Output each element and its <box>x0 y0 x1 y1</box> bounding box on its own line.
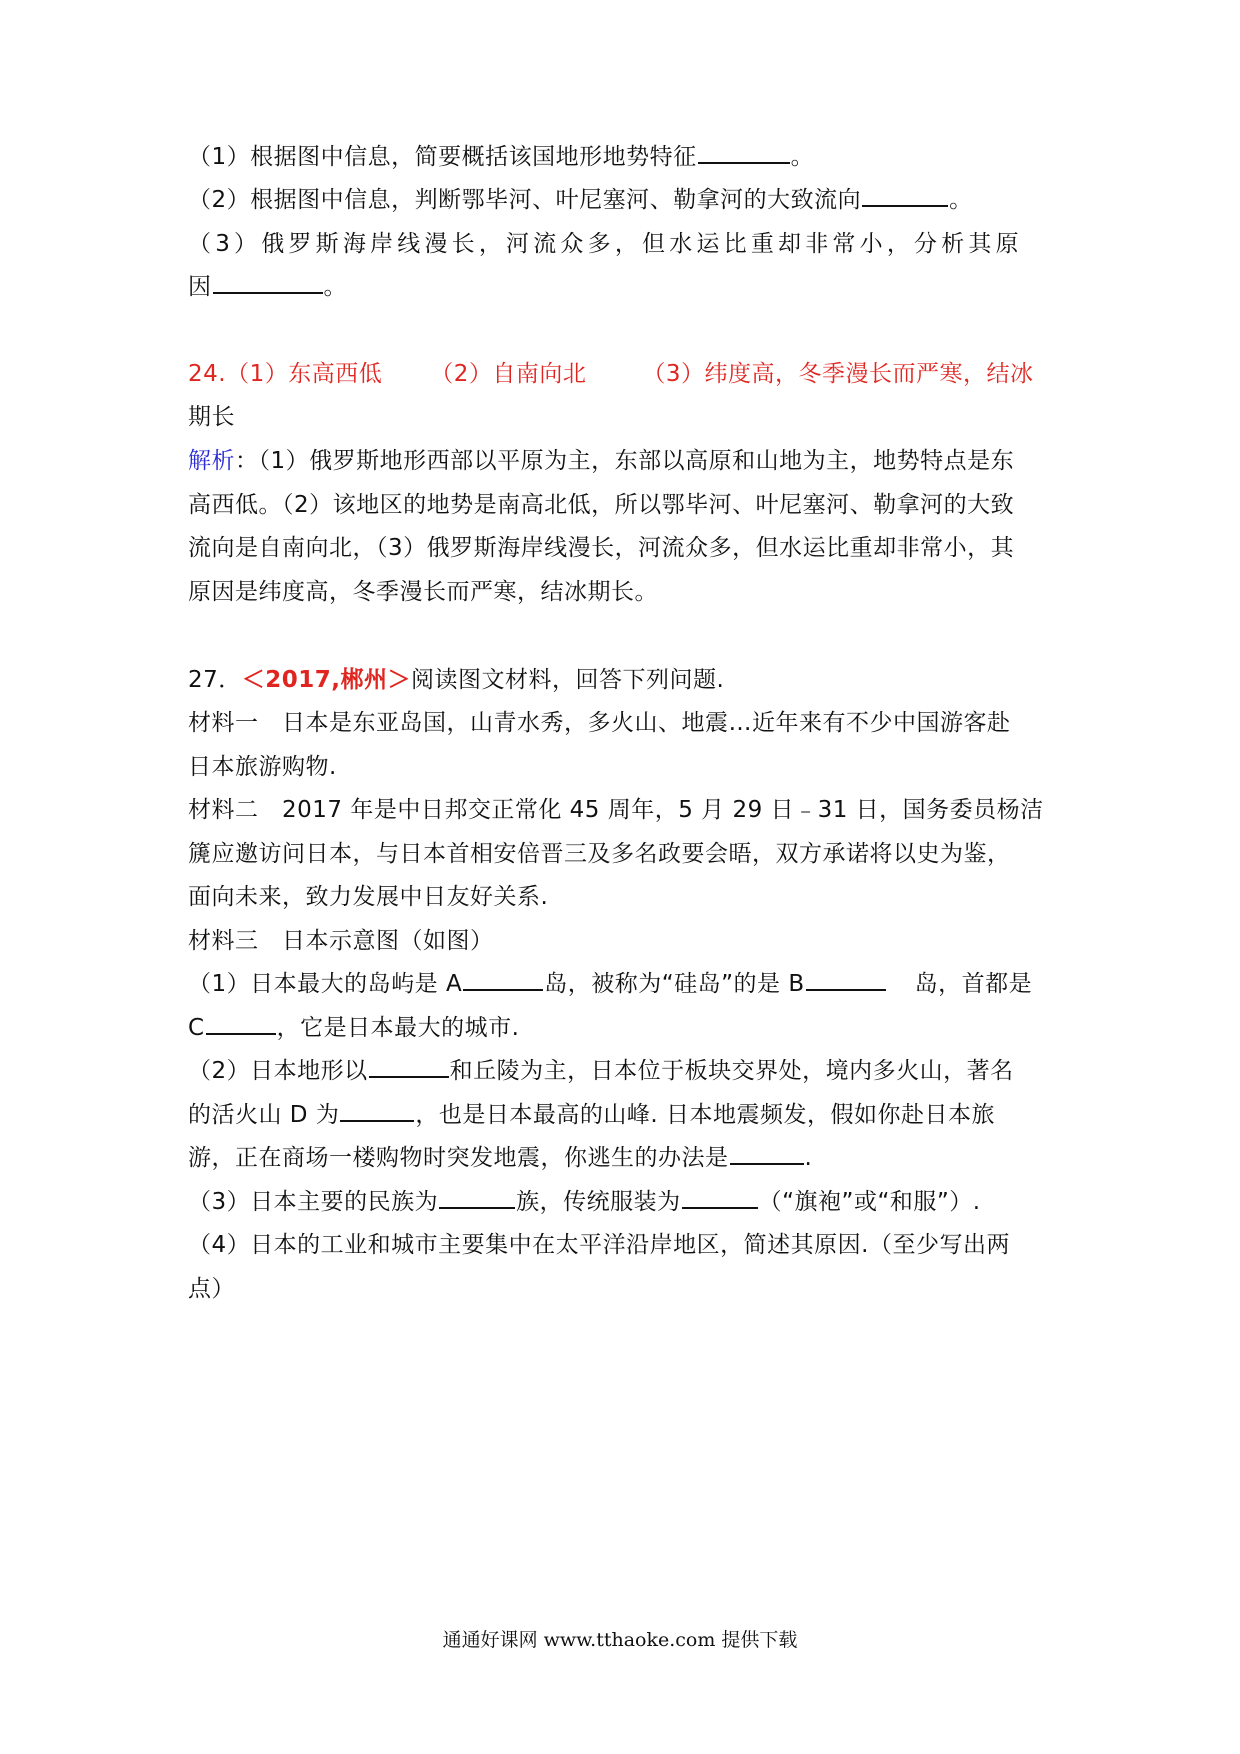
answer-blank <box>730 1143 804 1165</box>
material-2-line-1: 材料二 2017 年是中日邦交正常化 45 周年，5 月 29 日﹣31 日，国务委员杨洁 <box>188 797 1044 823</box>
page-footer: 通通好课网 www.tthaoke.com 提供下载 <box>442 1629 798 1651</box>
sub-question-2-line-1: （2）日本地形以 和丘陵为主，日本位于板块交界处，境内多火山，著名 <box>188 1058 1014 1084</box>
answer-blank <box>213 272 323 294</box>
material-1-line-2: 日本旅游购物. <box>188 754 337 780</box>
answer-24: 24.（1）东高西低 （2）自南向北 （3）纬度高，冬季漫长而严寒，结冰 <box>188 361 1034 387</box>
analysis-line-3: 流向是自南向北，（3）俄罗斯海岸线漫长，河流众多，但水运比重却非常小，其 <box>188 535 1015 561</box>
answer-blank <box>682 1187 758 1209</box>
question-27-heading: 27．＜2017,郴州＞阅读图文材料，回答下列问题. <box>188 667 725 693</box>
question-2: （2）根据图中信息，判断鄂毕河、叶尼塞河、勒拿河的大致流向 。 <box>188 187 973 213</box>
material-2-line-3: 面向未来，致力发展中日友好关系. <box>188 884 549 910</box>
sub-question-1-line-1: （1）日本最大的岛屿是 A 岛，被称为“硅岛”的是 B 岛，首都是 <box>188 971 1033 997</box>
answer-blank <box>806 969 886 991</box>
analysis-line-1: 解析：（1）俄罗斯地形西部以平原为主，东部以高原和山地为主，地势特点是东 <box>188 448 1015 474</box>
answer-blank <box>862 185 948 207</box>
sub-question-4-line-1: （4）日本的工业和城市主要集中在太平洋沿岸地区，简述其原因.（至少写出两 <box>188 1232 1010 1258</box>
answer-24-continued: 期长 <box>188 404 235 430</box>
question-source: ＜2017,郴州＞ <box>241 667 412 693</box>
material-2-line-2: 篪应邀访问日本，与日本首相安倍晋三及多名政要会晤，双方承诺将以史为鉴， <box>188 841 1011 867</box>
sub-question-3: （3）日本主要的民族为 族，传统服装为 （“旗袍”或“和服”）. <box>188 1189 981 1215</box>
sub-question-4-line-2: 点） <box>188 1276 235 1302</box>
answer-blank <box>439 1187 515 1209</box>
sub-question-1-line-2: C ，它是日本最大的城市. <box>188 1015 520 1041</box>
answer-blank <box>206 1013 276 1035</box>
question-3-line-2: 因 。 <box>188 274 347 300</box>
sub-question-2-line-2: 的活火山 D 为 ，也是日本最高的山峰. 日本地震频发，假如你赴日本旅 <box>188 1102 995 1128</box>
analysis-line-2: 高西低。（2）该地区的地势是南高北低，所以鄂毕河、叶尼塞河、勒拿河的大致 <box>188 492 1015 518</box>
answer-blank <box>340 1100 414 1122</box>
sub-question-2-line-3: 游，正在商场一楼购物时突发地震，你逃生的办法是 . <box>188 1145 813 1171</box>
material-3: 材料三 日本示意图（如图） <box>188 928 494 954</box>
analysis-line-4: 原因是纬度高，冬季漫长而严寒，结冰期长。 <box>188 579 658 605</box>
answer-blank <box>463 969 543 991</box>
material-1-line-1: 材料一 日本是东亚岛国，山青水秀，多火山、地震…近年来有不少中国游客赴 <box>188 710 1011 736</box>
answer-blank <box>698 142 790 164</box>
question-3-line-1: （3）俄罗斯海岸线漫长，河流众多，但水运比重却非常小，分析其原 <box>188 231 1023 257</box>
answer-blank <box>369 1056 449 1078</box>
question-1: （1）根据图中信息，简要概括该国地形地势特征 。 <box>188 144 815 170</box>
analysis-label: 解析 <box>188 448 235 474</box>
